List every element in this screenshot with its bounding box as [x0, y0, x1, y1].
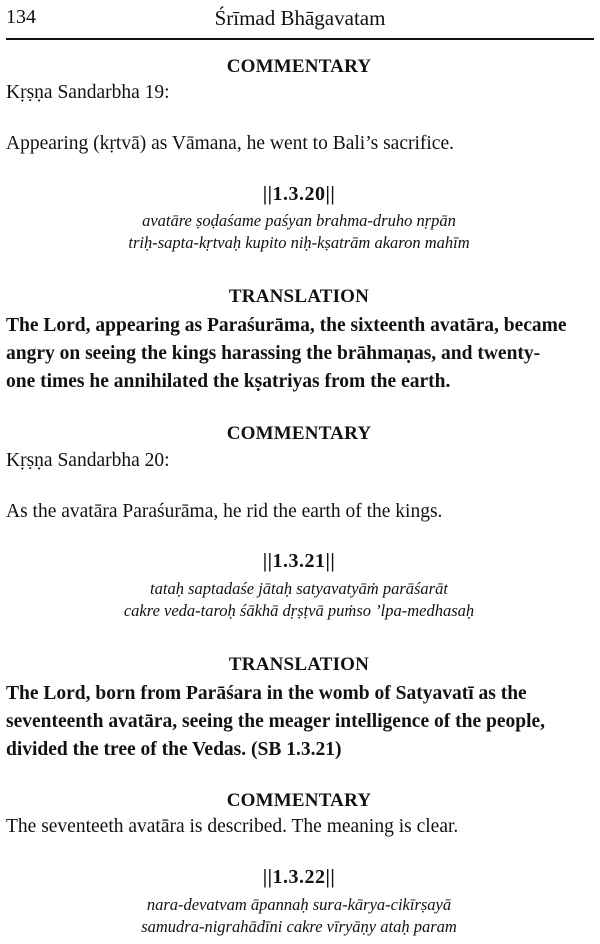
commentary-heading: COMMENTARY [226, 423, 372, 444]
page-header [6, 0, 594, 40]
commentary-heading: COMMENTARY [226, 790, 372, 811]
verse-number: ||1.3.20|| [262, 183, 336, 205]
verse-number: ||1.3.21|| [262, 550, 336, 572]
page-number: 134 [6, 6, 36, 28]
commentary-text: Appearing (kṛtvā) as Vāmana, he went to Bali’s sacrifice. [6, 133, 454, 154]
commentary-heading: COMMENTARY [226, 56, 372, 77]
translation-heading: TRANSLATION [228, 286, 370, 307]
translation-line: The Lord, born from Parāśara in the womb of Satyavatī as the [6, 683, 527, 704]
translation-line: one times he annihilated the kṣatriyas from the earth. [6, 371, 451, 392]
translation-heading: TRANSLATION [228, 654, 370, 675]
translation-line: The Lord, appearing as Paraśurāma, the sixteenth avatāra, became [6, 315, 567, 336]
translation-line: seventeenth avatāra, seeing the meager intelligence of the people, [6, 711, 546, 732]
verse-line: samudra-nigrahādīni cakre vīryāṇy ataḥ param [141, 917, 457, 936]
running-title: Śrīmad Bhāgavatam [214, 6, 386, 30]
commentary-text: The seventeeth avatāra is described. The meaning is clear. [6, 816, 459, 837]
verse-line: avatāre ṣoḍaśame paśyan brahma-druho nṛpān [142, 211, 456, 230]
commentary-text: As the avatāra Paraśurāma, he rid the earth of the kings. [6, 501, 443, 522]
commentary-source: Kṛṣṇa Sandarbha 19: [6, 82, 170, 103]
verse-number: ||1.3.22|| [262, 866, 336, 888]
commentary-source: Kṛṣṇa Sandarbha 20: [6, 450, 170, 471]
verse-line: triḥ-sapta-kṛtvaḥ kupito niḥ-kṣatrām akaron mahīm [128, 233, 470, 252]
verse-line: nara-devatvam āpannaḥ sura-kārya-cikīrṣayā [146, 895, 452, 914]
translation-line: angry on seeing the kings harassing the brāhmaṇas, and twenty- [6, 343, 541, 364]
verse-line: tataḥ saptadaśe jātaḥ satyavatyāṁ parāśarāt [150, 579, 448, 598]
verse-line: cakre veda-taroḥ śākhā dṛṣṭvā puṁso ’lpa-medhasaḥ [123, 601, 475, 620]
translation-line: divided the tree of the Vedas. (SB 1.3.21) [6, 739, 342, 760]
